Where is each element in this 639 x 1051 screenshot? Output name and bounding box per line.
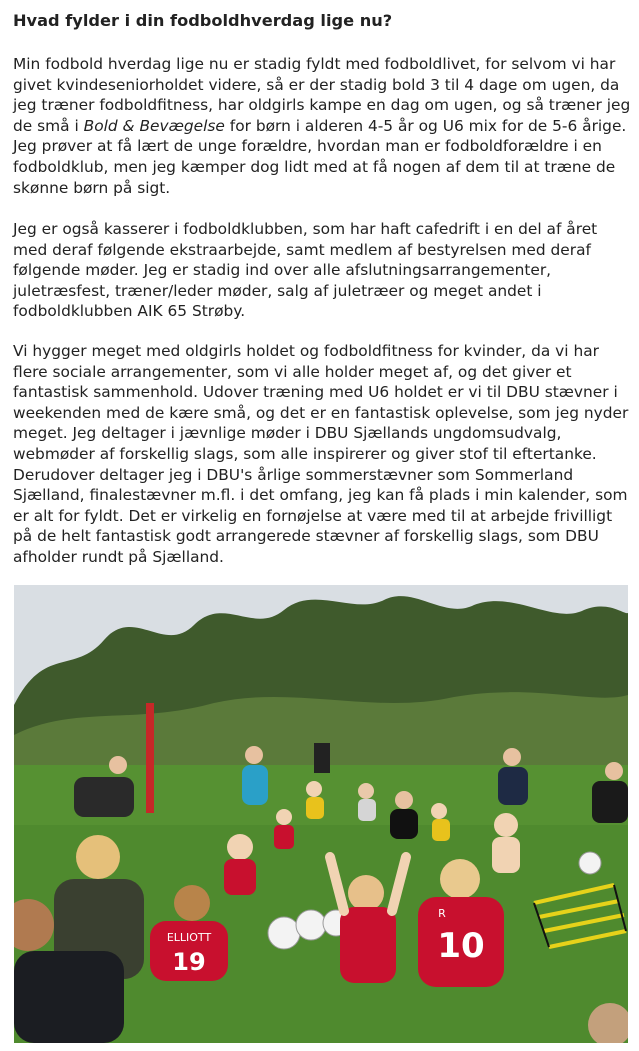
photo-shirt-number-1: 19	[172, 948, 206, 976]
photo-shirt-number-2: 10	[437, 926, 485, 966]
training-photo	[14, 585, 628, 1043]
photo-pole	[146, 703, 154, 813]
paragraph-3: Vi hygger meget med oldgirls holdet og fodboldfitness for kvinder, da vi har flere sociale arrangementer, som vi alle holder meget af, og det giver et fantastisk sammenhold. Udover træning med U6 holdet er vi til DBU stævner i weekenden med de kære små, og det er en fantastisk oplevelse, som jeg nyder meget. Jeg deltager i jævnlige møder i DBU Sjællands ungdomsudvalg, webmøder af forskellig slags, som alle inspirerer og giver stof til eftertanke. Derudover deltager jeg i DBU's årlige sommerstævner som Sommerland Sjælland, finalestævner m.fl. i det omfang, jeg kan få plads i min kalender, som er alt for fyldt. Det er virkelig en fornøjelse at være med til at arbejde frivilligt på de helt fantastisk godt arrangerede stævner af forskellig slags, som DBU afholder rundt på Sjælland.	[13, 342, 629, 566]
paragraph-2: Jeg er også kasserer i fodboldklubben, som har haft cafedrift i en del af året med deraf følgende ekstraarbejde, samt medlem af bestyrelsen med deraf følgende møder. Jeg er stadig ind over alle afslutningsarrangementer, juletræsfest, træner/leder møder, salg af juletræer og meget andet i fodboldklubben AIK 65 Strøby.	[13, 220, 598, 321]
article	[13, 10, 631, 566]
paragraph-1	[13, 54, 631, 198]
photo-shirt-name-1: ELLIOTT	[166, 931, 212, 944]
article-heading: Hvad fylder i din fodboldhverdag lige nu?	[13, 11, 393, 30]
photo-illustration	[14, 585, 628, 1043]
paragraph-1-text-b: for børn i alderen 4-5 år og U6 mix for de 5-6 årige. Jeg prøver at få lært de unge forældre, hvordan man er fodboldforældre i en fodboldklub, men jeg kæmper dog lidt med at få nogen af dem til at træne de skønne børn på sigt.	[13, 116, 627, 197]
paragraph-1-emphasis: Bold & Bevægelse	[83, 116, 225, 135]
photo-shirt-name-2: R	[438, 907, 446, 920]
paragraph-1-text-a: Min fodbold hverdag lige nu er stadig fyldt med fodboldlivet, for selvom vi har givet kvindeseniorholdet videre, så er der stadig bold 3 til 4 dage om ugen, da jeg træner fodboldfitness, har oldgirls kampe en dag om ugen, og så træner jeg de små i	[13, 55, 631, 135]
photo-stroller	[314, 743, 330, 773]
